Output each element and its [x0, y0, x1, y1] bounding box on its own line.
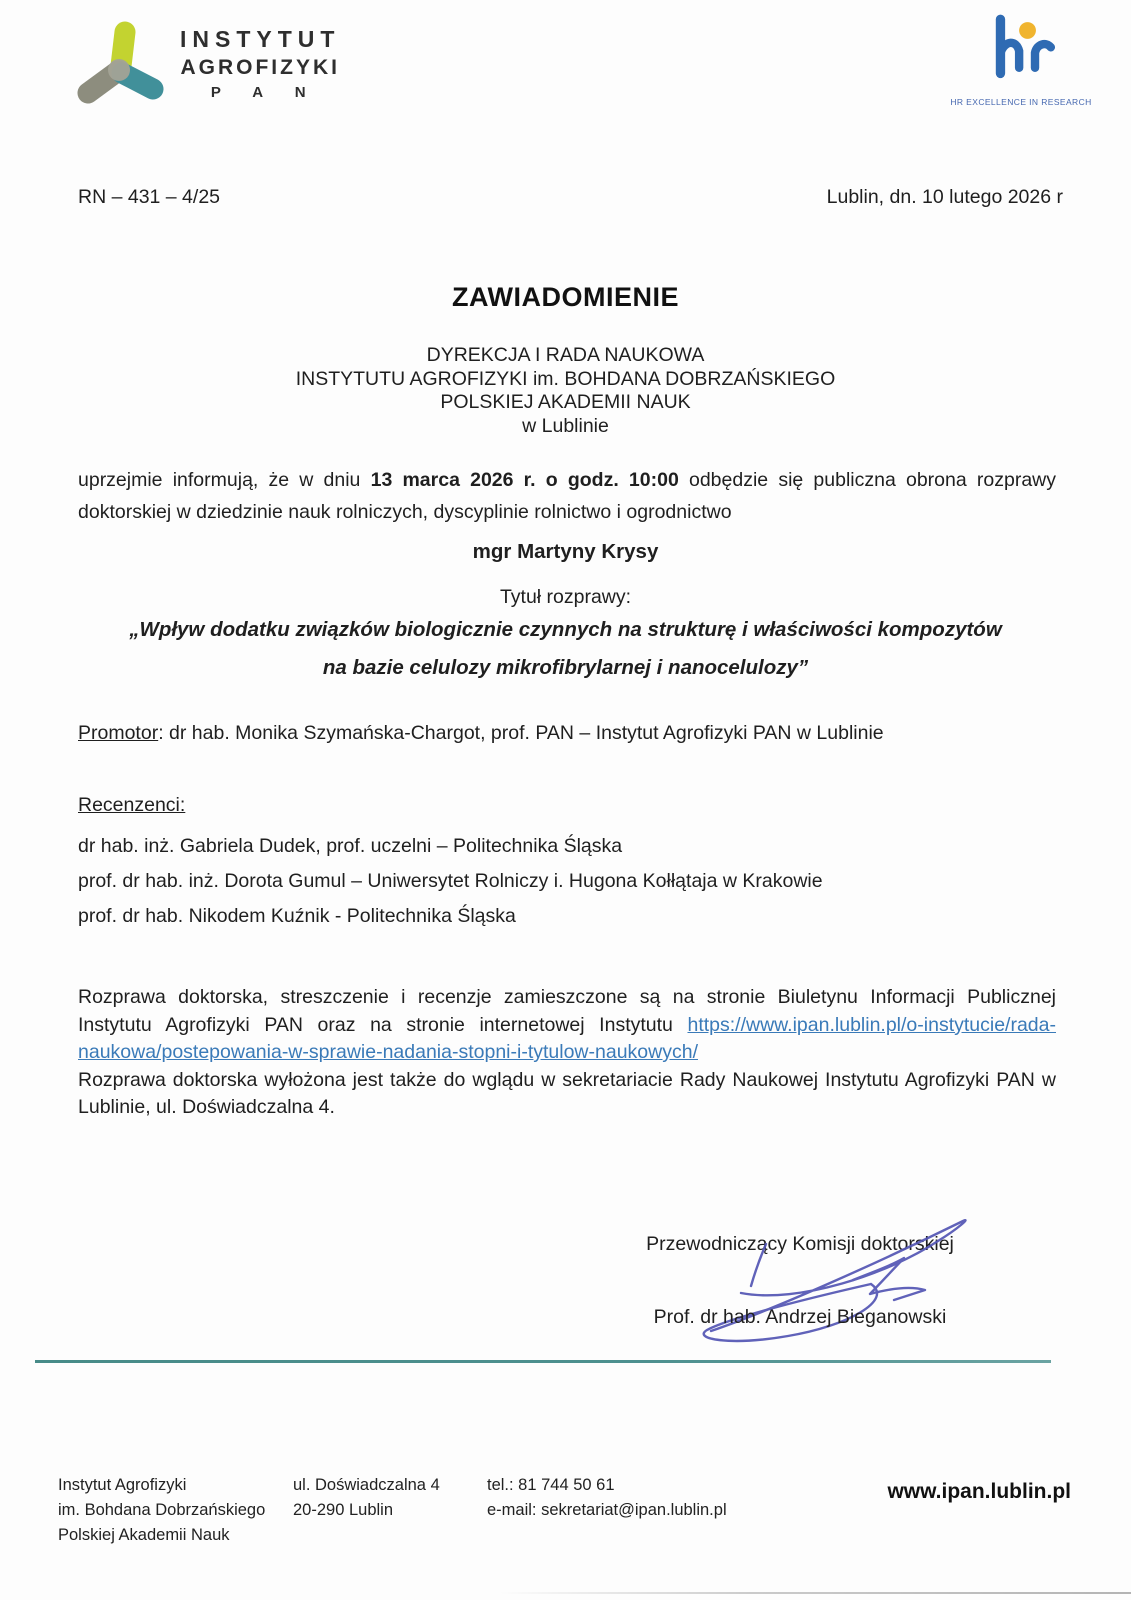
- thesis-title-line1: „Wpływ dodatku związków biologicznie czynnych na strukturę i właściwości kompozytów: [129, 618, 1002, 641]
- footer-line: ul. Doświadczalna 4: [293, 1476, 440, 1494]
- availability-text-2: Rozprawa doktorska wyłożona jest także do wglądu w sekretariacie Rady Naukowej Instytutu Agrofizyki PAN w Lublinie, ul. Doświadczalna 4.: [78, 1068, 1056, 1118]
- promotor-text: : dr hab. Monika Szymańska-Chargot, prof. PAN – Instytut Agrofizyki PAN w Lublinie: [158, 722, 884, 744]
- intro-paragraph: [78, 464, 1056, 528]
- hr-excellence-icon: [979, 12, 1063, 90]
- reviewer-item: prof. dr hab. Nikodem Kuźnik - Politechnika Śląska: [78, 905, 516, 927]
- footer-line: im. Bohdana Dobrzańskiego: [58, 1501, 266, 1519]
- institute-logo-text: [180, 26, 340, 101]
- footer-line: e-mail: sekretariat@ipan.lublin.pl: [487, 1501, 727, 1519]
- issuer-line: INSTYTUTU AGROFIZYKI im. BOHDANA DOBRZAŃSKIEGO: [295, 367, 836, 390]
- intro-text-after: odbędzie się publiczna obrona rozprawy doktorskiej w dziedzinie nauk rolniczych, dyscyplinie rolnictwo i ogrodnictwo: [78, 469, 1056, 523]
- promotor-label: Promotor: [78, 722, 159, 744]
- footer-institute-column: [58, 1473, 265, 1548]
- defense-date-time: 13 marca 2026 r. o godz. 10:00: [370, 469, 679, 491]
- reviewers-list: [78, 829, 1056, 934]
- reviewers-label: Recenzenci:: [78, 794, 186, 816]
- place-and-date: Lublin, dn. 10 lutego 2026 r: [826, 186, 1063, 208]
- thesis-label: Tytuł rozprawy:: [499, 586, 632, 608]
- institute-logo: [72, 14, 392, 124]
- hr-excellence-caption: HR EXCELLENCE IN RESEARCH: [950, 97, 1092, 107]
- logo-line-pan: P A N: [210, 84, 320, 101]
- footer-line: Instytut Agrofizyki: [58, 1476, 187, 1494]
- issuer-line: POLSKIEJ AKADEMII NAUK: [440, 391, 691, 413]
- reference-row: [78, 186, 1063, 209]
- promotor-line: [78, 722, 1056, 745]
- footer-line: 20-290 Lublin: [293, 1501, 393, 1519]
- scan-artifact-line: [500, 1592, 1131, 1594]
- footer-website: www.ipan.lublin.pl: [887, 1480, 1071, 1503]
- issuer-line: w Lublinie: [522, 414, 609, 437]
- teal-divider: [35, 1360, 1051, 1363]
- issuer-block: [0, 344, 1131, 438]
- logo-line-agrofizyki: AGROFIZYKI: [180, 56, 340, 79]
- thesis-title-line2: na bazie celulozy mikrofibrylarnej i nanocelulozy”: [322, 656, 809, 679]
- reference-number: RN – 431 – 4/25: [78, 186, 221, 208]
- institute-website-link[interactable]: https://www.ipan.lublin.pl/o-instytucie/rada-naukowa/postepowania-w-sprawie-nadania-stopni-i-tytulow-naukowych/: [78, 1013, 1056, 1063]
- availability-paragraph: [78, 984, 1056, 1122]
- reviewer-item: prof. dr hab. inż. Dorota Gumul – Uniwersytet Rolniczy i. Hugona Kołłątaja w Krakowie: [78, 870, 823, 892]
- issuer-line: DYREKCJA I RADA NAUKOWA: [426, 344, 705, 366]
- intro-text-before: uprzejmie informują, że w dniu: [78, 469, 371, 491]
- footer-address-column: [293, 1473, 440, 1523]
- footer-contact-column: [487, 1473, 727, 1523]
- document-title: ZAWIADOMIENIE: [452, 282, 679, 312]
- signature-role: Przewodniczący Komisji doktorskiej: [646, 1233, 954, 1255]
- reviewer-item: dr hab. inż. Gabriela Dudek, prof. uczelni – Politechnika Śląska: [78, 835, 623, 857]
- candidate-name: mgr Martyny Krysy: [472, 540, 659, 563]
- availability-text-1: [78, 984, 1056, 1067]
- institute-logo-mark-icon: [72, 16, 172, 116]
- hr-excellence-badge: [946, 12, 1096, 124]
- footer-line: Polskiej Akademii Nauk: [58, 1526, 230, 1544]
- footer-line: tel.: 81 744 50 61: [487, 1476, 615, 1494]
- signature-name: Prof. dr hab. Andrzej Bieganowski: [653, 1306, 947, 1328]
- logo-line-instytut: INSTYTUT: [180, 26, 341, 52]
- availability-before-link: Rozprawa doktorska, streszczenie i recenzje zamieszczone są na stronie Biuletynu Informacji Publicznej Instytutu Agrofizyki PAN oraz na stronie internetowej Instytutu: [78, 986, 1056, 1036]
